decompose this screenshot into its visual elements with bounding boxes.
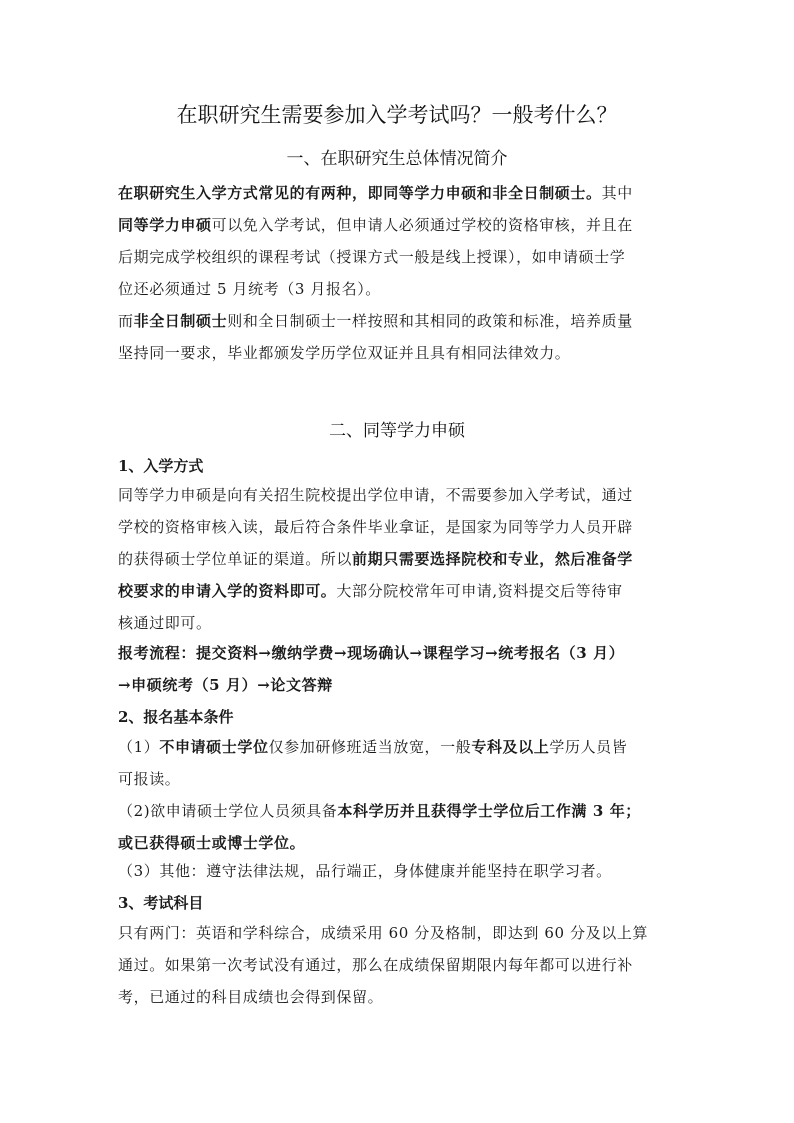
text-line <box>118 305 678 337</box>
text-line: 或已获得硕士或博士学位。 <box>118 834 306 852</box>
paragraph-overview <box>118 177 678 305</box>
text-span: 大部分院校常年可申请,资料提交后等待审 <box>336 582 623 600</box>
text-span: （1） <box>118 738 160 756</box>
text-line: （3）其他：遵守法律法规，品行端正，身体健康并能坚持在职学习者。 <box>118 862 612 880</box>
subheading-conditions: 2、报名基本条件 <box>118 708 234 726</box>
text-span: 其中 <box>601 184 633 202</box>
text-line: 位还必须通过 5 月统考（3 月报名）。 <box>118 280 381 298</box>
text-line: 同等学力申硕是向有关招生院校提出学位申请，不需要参加入学考试，通过 <box>118 486 633 504</box>
condition-3 <box>118 855 678 887</box>
text-line: →申硕统考（5 月）→论文答辩 <box>118 676 333 694</box>
paragraph-exam <box>118 917 678 1013</box>
subheading-exam-subjects: 3、考试科目 <box>118 894 204 912</box>
text-line <box>118 575 678 607</box>
text-line <box>118 177 678 209</box>
text-span: （2) <box>118 802 151 820</box>
subheading-admission: 1、入学方式 <box>118 457 204 475</box>
text-span: 的获得硕士学位单证的渠道。所以 <box>118 550 353 568</box>
page-title: 在职研究生需要参加入学考试吗？一般考什么？ <box>176 103 618 127</box>
text-line: 通过。如果第一次考试没有通过，那么在成绩保留期限内每年都可以进行补 <box>118 956 633 974</box>
text-line: 报考流程：提交资料→缴纳学费→现场确认→课程学习→统考报名（3 月） <box>118 644 625 662</box>
bold-text: 本科学历并且获得学士学位后工作满 3 年； <box>337 802 641 820</box>
text-line: 核通过即可。 <box>118 614 212 632</box>
bold-text: 在职研究生入学方式常见的有两种，即同等学力申硕和非全日制硕士。 <box>118 184 602 202</box>
text-line: 只有两门：英语和学科综合，成绩采用 60 分及格制，即达到 60 分及以上算 <box>118 924 649 942</box>
text-line: 考，已通过的科目成绩也会得到保留。 <box>118 988 384 1006</box>
section-heading-overview: 一、在职研究生总体情况简介 <box>286 149 508 169</box>
text-span: 人员须具备 <box>259 802 338 820</box>
condition-1 <box>118 731 678 795</box>
text-span: 则和全日制硕士一样按照和其相同的政策和标准，培养质量 <box>227 312 633 330</box>
text-span: 仅参加研修班适当放宽，一般 <box>268 738 472 756</box>
text-line <box>118 543 678 575</box>
bold-text: 校要求的申请入学的资料即可。 <box>118 582 337 600</box>
bold-text: 专科及以上 <box>471 738 550 756</box>
text-line <box>118 209 678 241</box>
paragraph-part-time <box>118 305 678 369</box>
paragraph-process <box>118 637 678 701</box>
text-span: 而 <box>118 312 134 330</box>
bold-text: 不申请硕士学位 <box>159 738 269 756</box>
paragraph-admission <box>118 479 678 639</box>
text-span: 学历人员皆 <box>549 738 628 756</box>
condition-2 <box>118 795 678 859</box>
text-line: 坚持同一要求，毕业都颁发学历学位双证并且具有相同法律效力。 <box>118 344 571 362</box>
text-span: 欲申请硕士学位 <box>150 802 260 820</box>
text-span: 可以免入学考试，但申请人必须通过学校的资格审核，并且在 <box>211 216 633 234</box>
section-heading-equivalent: 二、同等学力申硕 <box>329 421 465 441</box>
bold-text: 前期只需要选择院校和专业，然后准备学 <box>352 550 633 568</box>
text-line <box>118 795 678 827</box>
text-line: 后期完成学校组织的课程考试（授课方式一般是线上授课），如申请硕士学 <box>118 248 626 266</box>
text-line <box>118 731 678 763</box>
bold-text: 同等学力申硕 <box>118 216 212 234</box>
bold-text: 非全日制硕士 <box>133 312 228 330</box>
text-line: 可报读。 <box>118 770 181 788</box>
text-line: 学校的资格审核入读，最后符合条件毕业拿证，是国家为同等学力人员开辟 <box>118 518 633 536</box>
